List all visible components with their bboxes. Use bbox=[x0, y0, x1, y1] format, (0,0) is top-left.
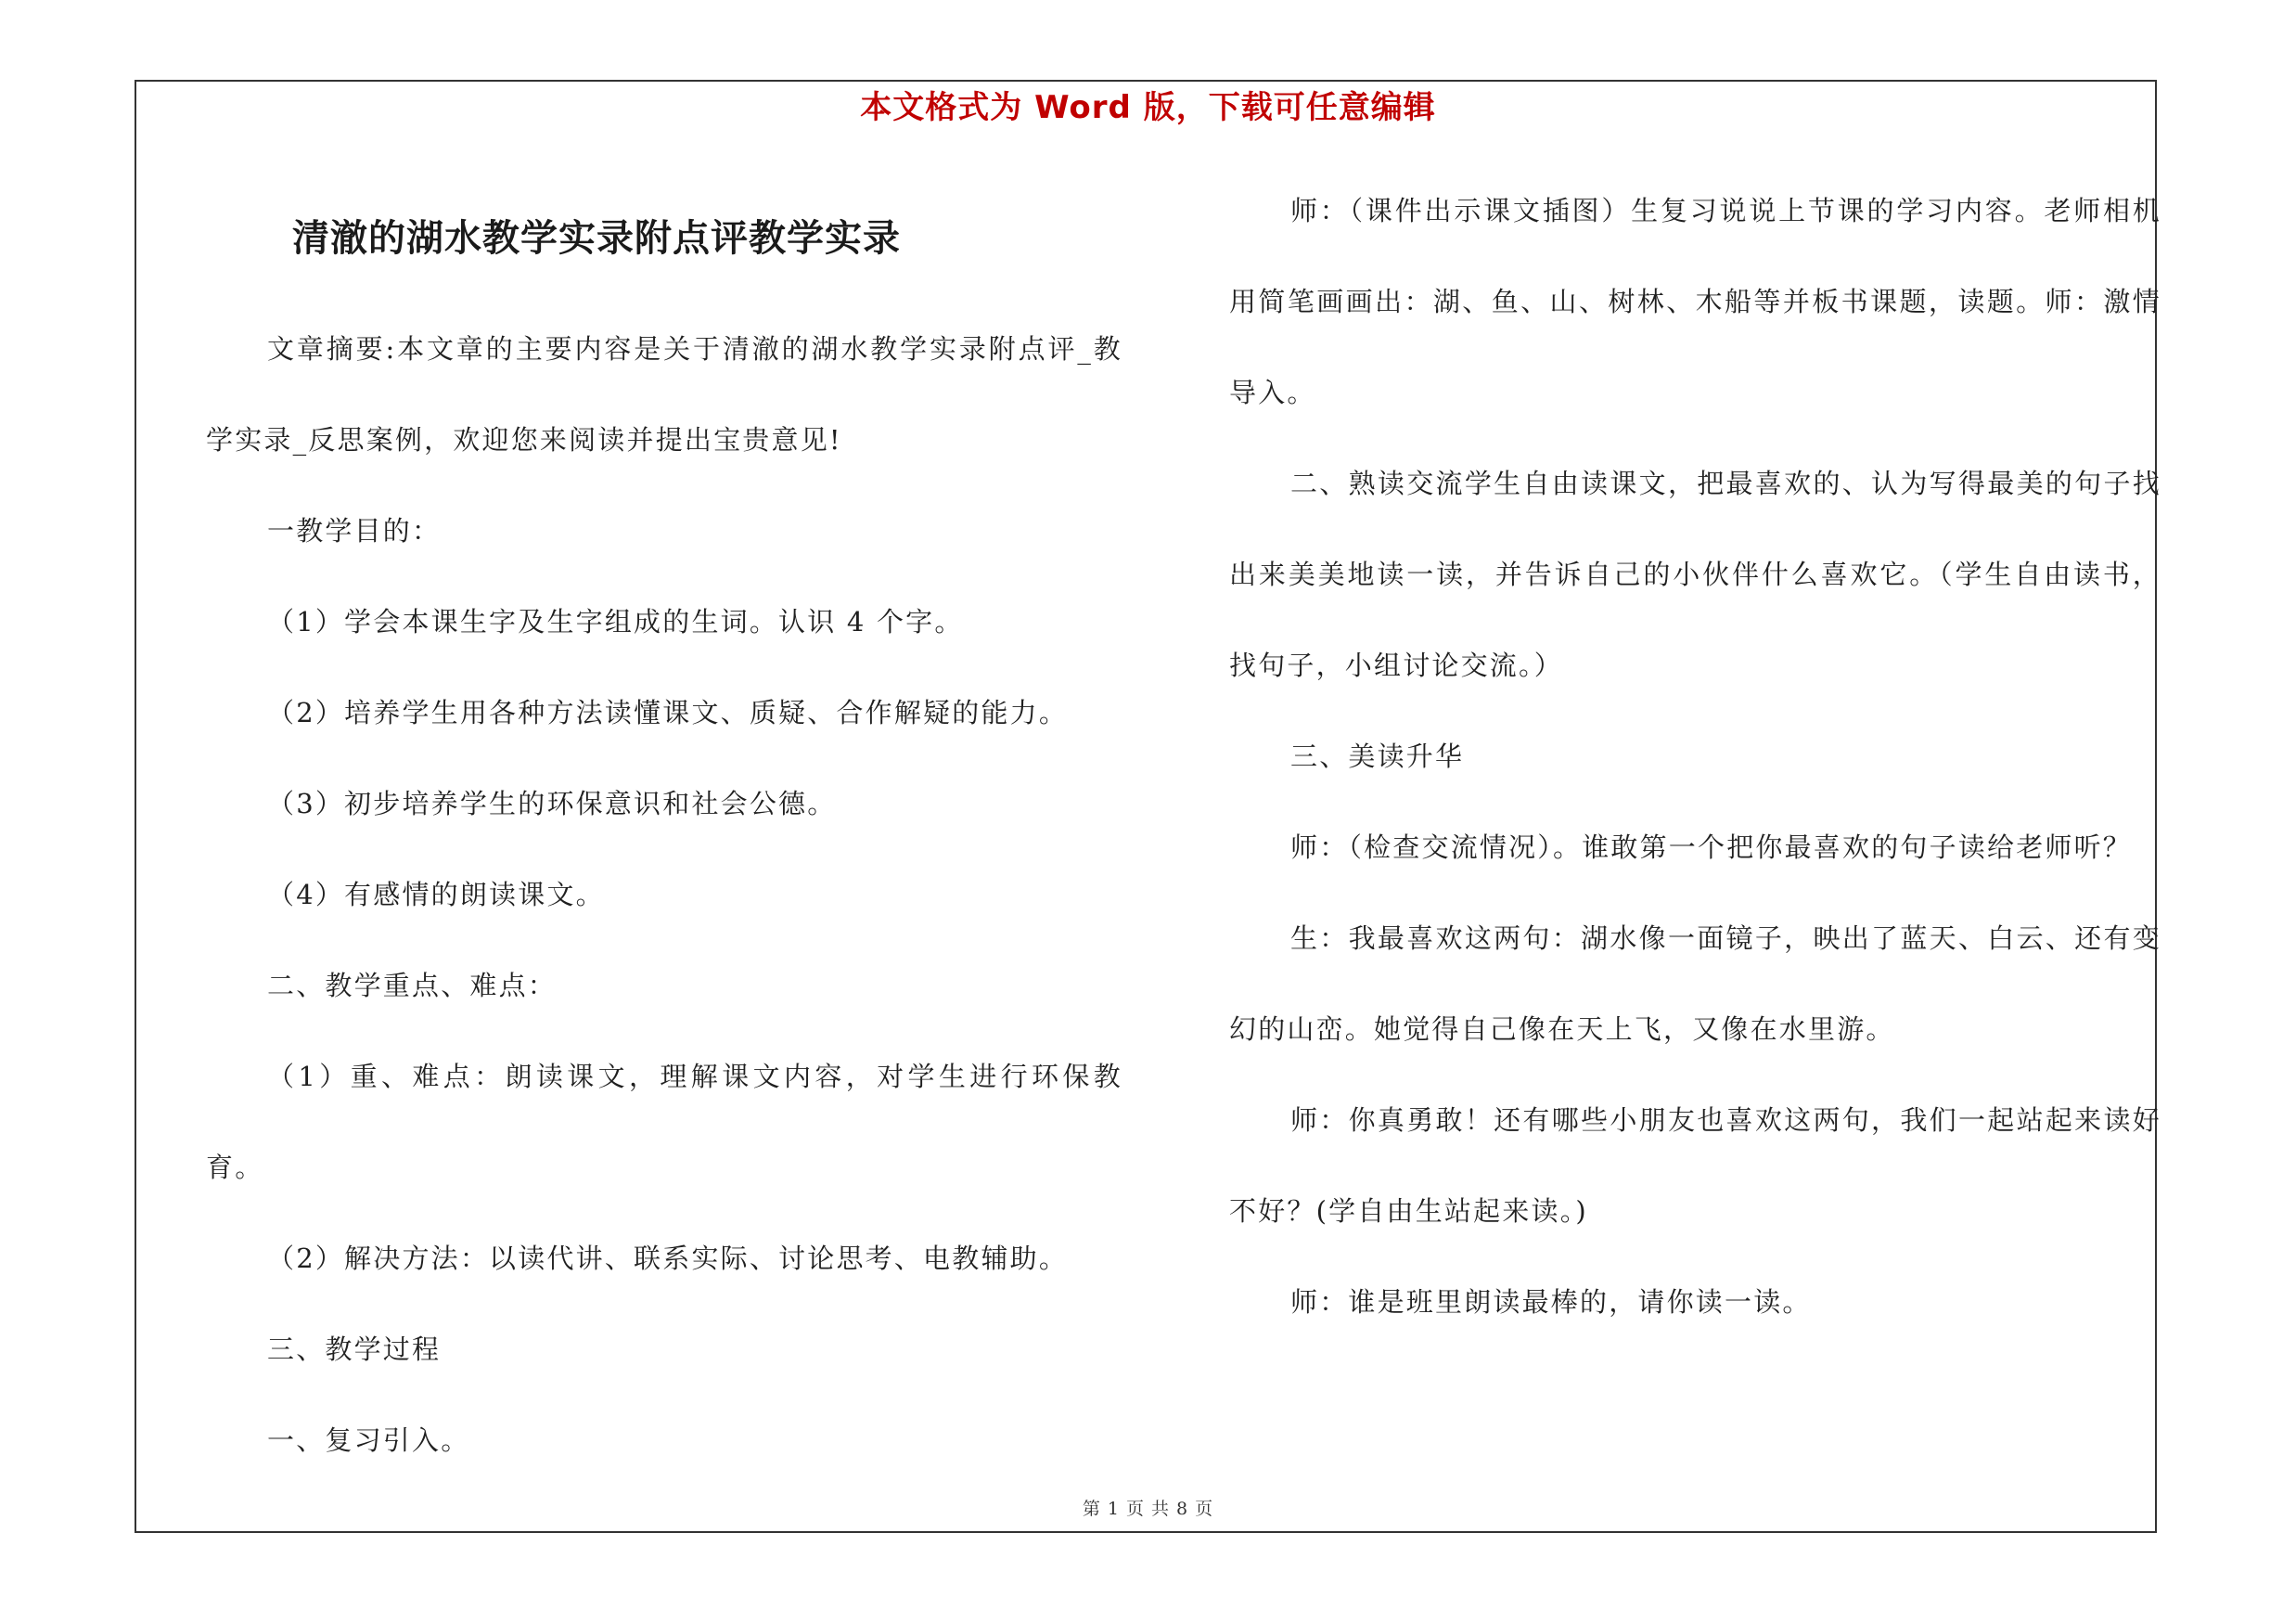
goal-item-2: （2）培养学生用各种方法读懂课文、质疑、合作解疑的能力。 bbox=[267, 697, 1069, 728]
beautiful-reading-heading: 三、美读升华 bbox=[1290, 741, 1465, 772]
teacher-paragraph-4: 师：谁是班里朗读最棒的，请你读一读。 bbox=[1290, 1286, 1812, 1318]
reading-exchange-paragraph: 二、熟读交流学生自由读课文，把最喜欢的、认为写得最美的句子找出来美美地读一读，并告诉自己的小伙伴什么喜欢它。（学生自由读书，找句子，小组讨论交流。） bbox=[1229, 468, 2161, 681]
format-notice-banner: 本文格式为 Word 版，下载可任意编辑 bbox=[860, 89, 1436, 126]
teacher-paragraph-3: 师：你真勇敢！还有哪些小朋友也喜欢这两句，我们一起站起来读好不好？(学自由生站起来读。) bbox=[1229, 1104, 2161, 1227]
key-point-item-1: （1）重、难点：朗读课文，理解课文内容，对学生进行环保教育。 bbox=[206, 1061, 1122, 1183]
key-points-heading: 二、教学重点、难点： bbox=[267, 970, 558, 1001]
teaching-goals-heading: 一教学目的： bbox=[267, 515, 442, 547]
goal-item-4: （4）有感情的朗读课文。 bbox=[267, 879, 605, 910]
page-number: 第 1 页 共 8 页 bbox=[1082, 1499, 1214, 1519]
document-title: 清澈的湖水教学实录附点评教学实录 bbox=[292, 217, 901, 260]
teacher-paragraph-1: 师：（课件出示课文插图）生复习说说上节课的学习内容。老师相机用简笔画画出：湖、鱼、山、树林、木船等并板书课题，读题。师：激情导入。 bbox=[1229, 195, 2161, 408]
teaching-process-heading: 三、教学过程 bbox=[267, 1333, 442, 1365]
goal-item-1: （1）学会本课生字及生字组成的生词。认识 4 个字。 bbox=[267, 606, 964, 638]
right-column bbox=[1229, 165, 2161, 1347]
review-intro-heading: 一、复习引入。 bbox=[267, 1424, 470, 1456]
key-point-item-2: （2）解决方法：以读代讲、联系实际、讨论思考、电教辅助。 bbox=[267, 1243, 1069, 1274]
teacher-paragraph-2: 师：（检查交流情况）。谁敢第一个把你最喜欢的句子读给老师听？ bbox=[1290, 831, 2133, 863]
left-column bbox=[206, 303, 1122, 1486]
abstract-paragraph: 文章摘要:本文章的主要内容是关于清澈的湖水教学实录附点评_教学实录_反思案例，欢迎您来阅读并提出宝贵意见! bbox=[206, 333, 1122, 456]
student-paragraph: 生：我最喜欢这两句：湖水像一面镜子，映出了蓝天、白云、还有变幻的山峦。她觉得自己像在天上飞，又像在水里游。 bbox=[1229, 922, 2161, 1045]
goal-item-3: （3）初步培养学生的环保意识和社会公德。 bbox=[267, 788, 837, 819]
